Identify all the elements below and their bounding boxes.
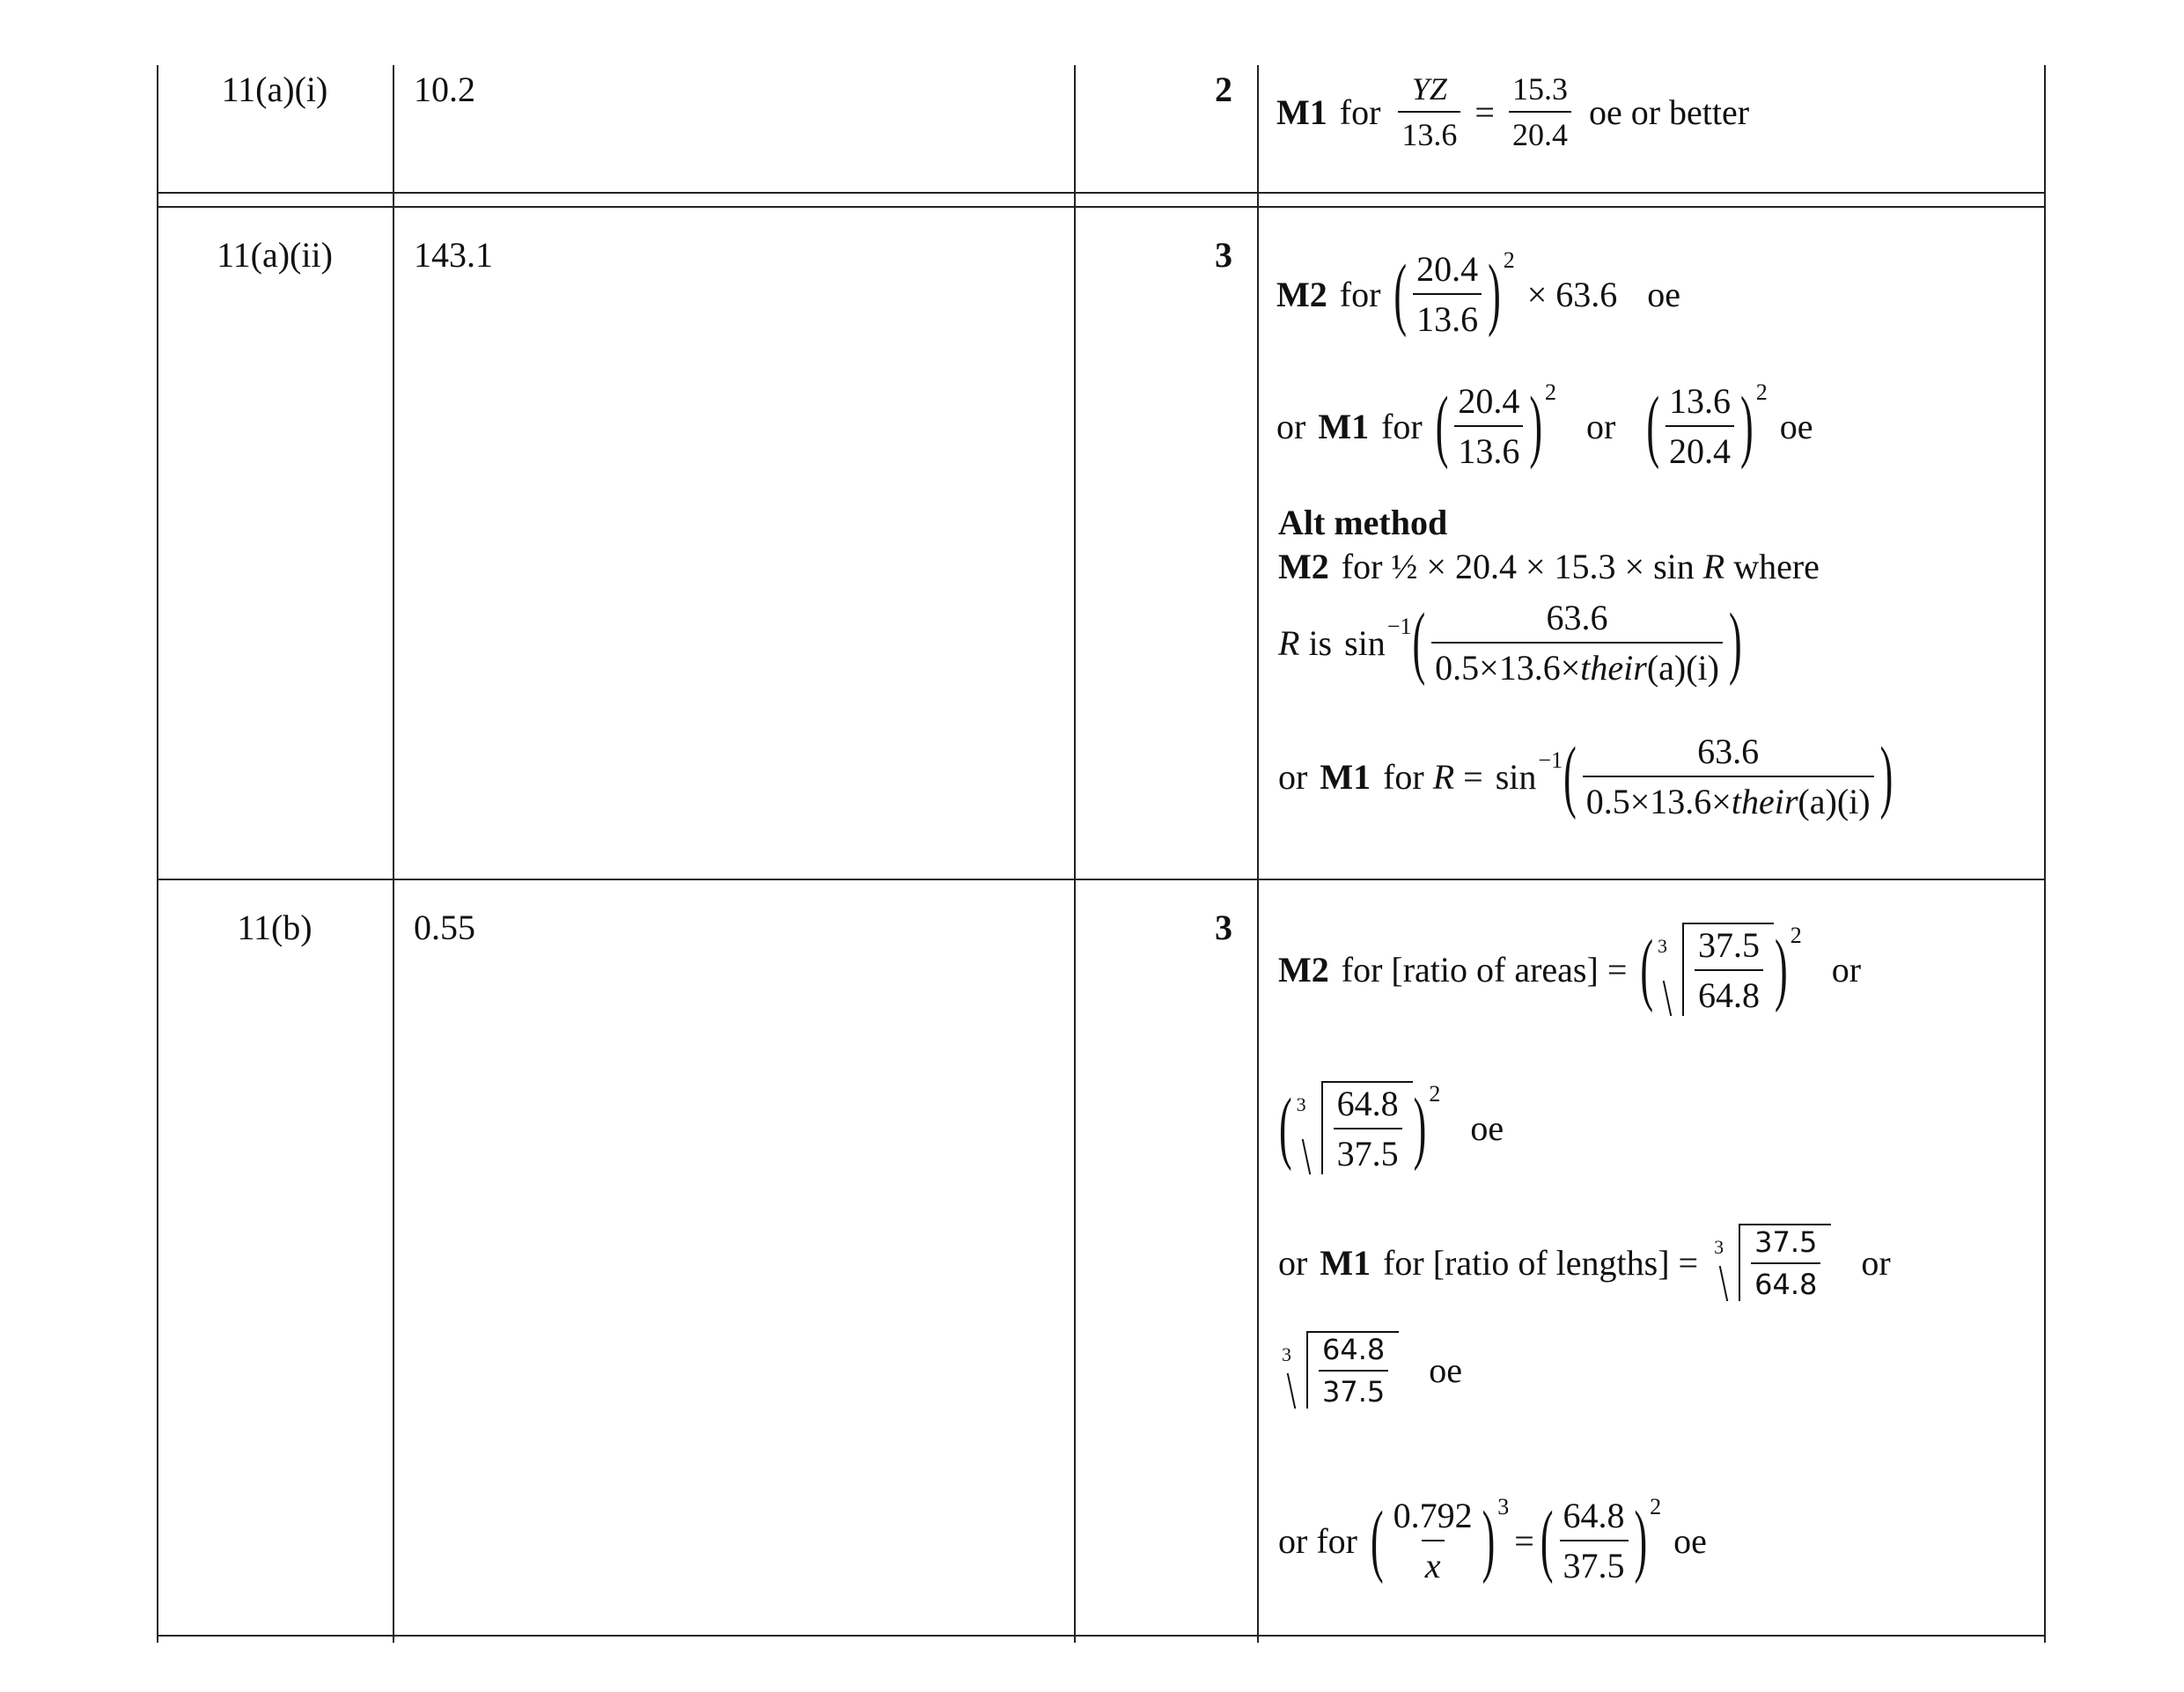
text: for ½ × 20.4 × 15.3 × sin xyxy=(1341,547,1695,586)
fraction-denominator: 37.5 xyxy=(1560,1540,1629,1586)
method-mark: M2 xyxy=(1278,547,1329,586)
table-border-right xyxy=(2044,65,2046,1643)
parenthesised-fraction xyxy=(1563,731,1894,822)
fraction-denominator: 37.5 xyxy=(1319,1370,1388,1409)
text: oe xyxy=(1470,1107,1504,1148)
exponent: 2 xyxy=(1545,379,1557,405)
text: for xyxy=(1339,274,1381,314)
left-parenthesis: ( xyxy=(1370,1494,1384,1585)
right-parenthesis: ) xyxy=(1634,1494,1648,1585)
guidance-line xyxy=(1278,923,1861,1016)
fraction-numerator: 64.8 xyxy=(1322,1333,1386,1366)
fraction xyxy=(1454,380,1523,472)
guidance-line xyxy=(1278,597,1743,688)
left-parenthesis: ( xyxy=(1640,923,1654,1014)
fraction-denominator: 13.6 xyxy=(1454,425,1523,472)
exponent: 2 xyxy=(1650,1494,1662,1519)
text: oe xyxy=(1779,406,1813,446)
left-parenthesis: ( xyxy=(1412,596,1426,688)
fraction-denominator: 13.6 xyxy=(1398,111,1460,153)
text: oe xyxy=(1647,274,1681,314)
radical-sign xyxy=(1283,1331,1308,1409)
fraction-numerator: 37.5 xyxy=(1754,1225,1818,1259)
fraction xyxy=(1583,731,1874,822)
guidance-line xyxy=(1278,1331,1462,1409)
fraction-numerator: 64.8 xyxy=(1336,1084,1399,1123)
exponent: 2 xyxy=(1429,1081,1441,1107)
fraction-numerator: 64.8 xyxy=(1563,1496,1625,1535)
fraction-denominator: 64.8 xyxy=(1695,969,1763,1016)
variable: R xyxy=(1702,547,1725,586)
cube-root xyxy=(1659,923,1774,1016)
fraction xyxy=(1413,248,1482,340)
question-number: 11(a)(ii) xyxy=(217,235,333,275)
fraction-numerator: 20.4 xyxy=(1416,249,1479,289)
fraction-denominator xyxy=(1431,642,1723,688)
fraction xyxy=(1666,380,1734,472)
denominator-text: (a)(i) xyxy=(1646,648,1719,688)
equals-sign: = xyxy=(1474,92,1495,132)
fraction xyxy=(1398,70,1460,153)
text: or xyxy=(1586,406,1616,446)
method-mark: M2 xyxy=(1276,274,1327,314)
text: or xyxy=(1831,949,1862,989)
guidance-line xyxy=(1276,380,1813,472)
exponent: 2 xyxy=(1503,247,1515,273)
method-mark: M1 xyxy=(1318,406,1370,446)
equals-sign: = xyxy=(1463,756,1483,797)
fraction xyxy=(1431,597,1723,688)
cube-root xyxy=(1298,1081,1413,1174)
denominator-italic: their xyxy=(1580,648,1647,688)
radical-sign xyxy=(1659,923,1684,1016)
fraction xyxy=(1390,1495,1476,1586)
sine-function: sin xyxy=(1495,756,1537,797)
row-divider-double-bottom xyxy=(157,206,2046,208)
text: or xyxy=(1278,756,1308,797)
fraction xyxy=(1509,70,1571,153)
cube-root xyxy=(1283,1331,1399,1409)
fraction-denominator: 20.4 xyxy=(1666,425,1734,472)
right-parenthesis: ) xyxy=(1879,730,1894,821)
method-mark: M1 xyxy=(1320,756,1371,797)
fraction xyxy=(1695,924,1763,1016)
fraction-denominator: 37.5 xyxy=(1334,1128,1402,1174)
method-mark: M1 xyxy=(1276,92,1327,132)
guidance-line xyxy=(1276,248,1680,340)
equals-sign: = xyxy=(1514,1520,1534,1561)
text: oe xyxy=(1673,1520,1707,1561)
right-parenthesis: ) xyxy=(1482,1494,1496,1585)
right-parenthesis: ) xyxy=(1728,596,1742,688)
text: where xyxy=(1733,547,1820,586)
row-divider xyxy=(157,879,2046,880)
fraction-numerator: YZ xyxy=(1411,71,1447,107)
marks: 3 xyxy=(1215,235,1232,275)
left-parenthesis: ( xyxy=(1540,1494,1554,1585)
parenthesised-fraction xyxy=(1645,380,1767,472)
left-parenthesis: ( xyxy=(1646,379,1660,471)
answer: 143.1 xyxy=(414,235,493,275)
text: or xyxy=(1278,1242,1308,1283)
parenthesised-fraction xyxy=(1370,1495,1509,1586)
right-parenthesis: ) xyxy=(1488,247,1501,339)
fraction xyxy=(1751,1225,1820,1301)
alt-method-heading: Alt method xyxy=(1278,503,1448,542)
fraction-numerator: 20.4 xyxy=(1458,381,1520,421)
fraction-numerator: 63.6 xyxy=(1697,732,1760,771)
parenthesised-root xyxy=(1639,923,1801,1016)
variable: R xyxy=(1432,756,1455,797)
exponent: 2 xyxy=(1755,379,1768,405)
answer: 0.55 xyxy=(414,908,475,947)
fraction xyxy=(1319,1333,1388,1409)
root-index: 3 xyxy=(1714,1236,1724,1258)
parenthesised-fraction xyxy=(1411,597,1742,688)
left-parenthesis: ( xyxy=(1563,730,1577,821)
question-number: 11(b) xyxy=(237,908,313,947)
root-index: 3 xyxy=(1282,1343,1291,1365)
fraction-numerator: 15.3 xyxy=(1511,71,1568,107)
denominator-text: 0.5×13.6× xyxy=(1585,782,1732,821)
right-parenthesis: ) xyxy=(1529,379,1543,471)
denominator-text: 0.5×13.6× xyxy=(1435,648,1581,688)
left-parenthesis: ( xyxy=(1393,247,1408,339)
fraction-denominator: 64.8 xyxy=(1751,1262,1820,1301)
guidance-line xyxy=(1276,70,1749,153)
root-index: 3 xyxy=(1658,935,1668,957)
text: or for xyxy=(1278,1520,1357,1561)
marks: 2 xyxy=(1215,70,1232,109)
fraction-numerator: 37.5 xyxy=(1698,925,1761,965)
variable: R xyxy=(1278,622,1300,663)
right-parenthesis: ) xyxy=(1740,379,1754,471)
parenthesised-fraction xyxy=(1435,380,1556,472)
cube-root xyxy=(1716,1224,1831,1301)
text: oe xyxy=(1429,1350,1463,1390)
text: for xyxy=(1381,406,1423,446)
fraction-denominator: 20.4 xyxy=(1509,111,1571,153)
text: oe or better xyxy=(1588,92,1750,132)
text: or xyxy=(1276,406,1306,446)
right-parenthesis: ) xyxy=(1413,1081,1427,1173)
fraction xyxy=(1560,1495,1629,1586)
parenthesised-fraction xyxy=(1393,248,1514,340)
fraction-denominator: 13.6 xyxy=(1413,293,1482,340)
fraction xyxy=(1334,1083,1402,1174)
text: for [ratio of lengths] = xyxy=(1383,1242,1699,1283)
fraction-denominator: x xyxy=(1422,1540,1445,1586)
question-number: 11(a)(i) xyxy=(221,70,328,109)
text: × 63.6 xyxy=(1526,274,1618,314)
column-divider-3 xyxy=(1257,65,1259,1643)
fraction-numerator: 0.792 xyxy=(1393,1496,1473,1535)
parenthesised-fraction xyxy=(1540,1495,1661,1586)
text: or xyxy=(1861,1242,1891,1283)
fraction-numerator: 13.6 xyxy=(1669,381,1732,421)
exponent: −1 xyxy=(1386,614,1412,639)
fraction-numerator: 63.6 xyxy=(1546,598,1608,637)
guidance-line xyxy=(1278,1224,1891,1301)
table-border-left xyxy=(157,65,158,1643)
row-divider-double-top xyxy=(157,192,2046,194)
exponent: 2 xyxy=(1790,923,1802,948)
guidance-line xyxy=(1278,1081,1504,1174)
column-divider-1 xyxy=(393,65,394,1643)
guidance-line xyxy=(1278,731,1894,822)
answer: 10.2 xyxy=(414,70,475,109)
text: is xyxy=(1308,622,1333,663)
method-mark: M2 xyxy=(1278,949,1329,989)
table-border-bottom xyxy=(157,1635,2046,1637)
denominator-text: (a)(i) xyxy=(1798,782,1871,821)
radical-sign xyxy=(1716,1224,1740,1301)
right-parenthesis: ) xyxy=(1775,923,1788,1014)
text: for xyxy=(1339,92,1381,132)
text: for xyxy=(1383,756,1424,797)
parenthesised-root xyxy=(1278,1081,1440,1174)
fraction-denominator xyxy=(1583,776,1874,822)
left-parenthesis: ( xyxy=(1279,1081,1292,1173)
text: for [ratio of areas] = xyxy=(1341,949,1628,989)
method-mark: M1 xyxy=(1320,1242,1371,1283)
exponent: −1 xyxy=(1538,747,1563,773)
column-divider-2 xyxy=(1074,65,1076,1643)
guidance-line xyxy=(1278,1495,1707,1586)
marks: 3 xyxy=(1215,908,1232,947)
denominator-italic: their xyxy=(1731,782,1798,821)
root-index: 3 xyxy=(1296,1093,1306,1115)
guidance-line xyxy=(1278,546,1820,587)
sine-function: sin xyxy=(1344,622,1386,663)
left-parenthesis: ( xyxy=(1435,379,1449,471)
radical-sign xyxy=(1298,1081,1323,1174)
exponent: 3 xyxy=(1497,1494,1510,1519)
